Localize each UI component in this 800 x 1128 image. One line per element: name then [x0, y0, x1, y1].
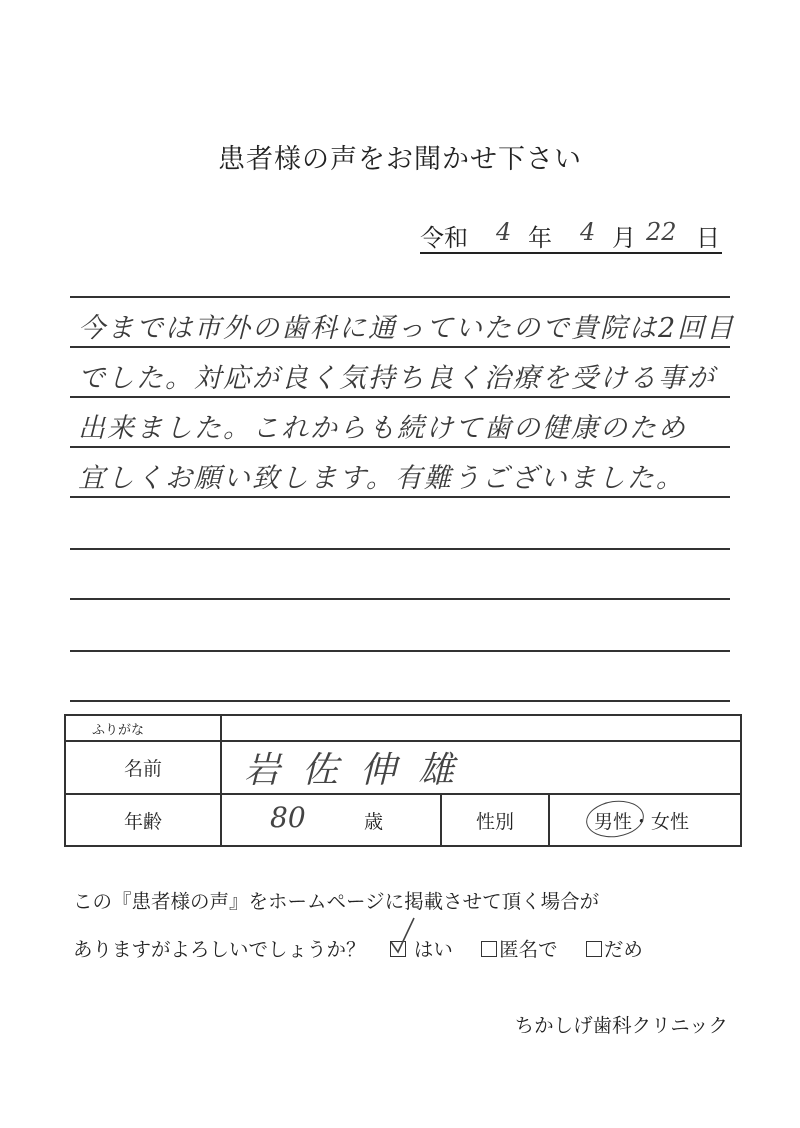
- comment-rule-4: [70, 496, 730, 498]
- gender-male-label: 男性: [594, 811, 633, 833]
- furigana-label: ふりがな: [65, 715, 221, 741]
- consent-question-line2: ありますがよろしいでしょうか？: [73, 938, 366, 961]
- date-month-unit: 月: [612, 224, 636, 252]
- check-mark-icon: [388, 916, 418, 956]
- age-unit: 歳: [364, 811, 384, 833]
- name-value: 岩佐伸雄: [221, 741, 741, 794]
- consent-option-anonymous-label: 匿名で: [499, 938, 558, 961]
- age-value: 80: [270, 801, 306, 834]
- checkbox-no[interactable]: [586, 941, 602, 957]
- date-era: 令和: [420, 224, 468, 252]
- age-cell: [221, 794, 441, 846]
- date-field: [420, 212, 722, 254]
- date-day-value: 22: [646, 218, 677, 246]
- patient-info-table: [64, 714, 742, 847]
- comment-rule-top: [70, 296, 730, 298]
- consent-question-line1: この『患者様の声』をホームページに掲載させて頂く場合が: [73, 890, 600, 913]
- consent-question-row: [73, 934, 643, 962]
- age-label: 年齢: [65, 794, 221, 846]
- comment-rule-5: [70, 548, 730, 550]
- page-title: 患者様の声をお聞かせ下さい: [218, 144, 582, 175]
- comment-line-3: 出来ました。これからも続けて歯の健康のため: [78, 413, 687, 444]
- gender-label: 性別: [441, 794, 549, 846]
- consent-option-no[interactable]: [586, 938, 643, 961]
- gender-cell: [549, 794, 741, 846]
- comment-rule-2: [70, 396, 730, 398]
- comment-line-1: 今までは市外の歯科に通っていたので貴院は2回目: [78, 313, 736, 344]
- name-label: 名前: [65, 741, 221, 794]
- gender-separator: ・: [632, 811, 652, 833]
- comment-rule-1: [70, 346, 730, 348]
- checkbox-anonymous[interactable]: [481, 941, 497, 957]
- clinic-name: ちかしげ歯科クリニック: [514, 1014, 728, 1037]
- gender-female: 女性: [651, 811, 690, 833]
- comment-rule-7: [70, 650, 730, 652]
- comment-rule-3: [70, 446, 730, 448]
- comment-line-2: でした。対応が良く気持ち良く治療を受ける事が: [78, 363, 716, 394]
- gender-male: [594, 807, 632, 834]
- consent-option-no-label: だめ: [603, 938, 643, 961]
- gender-selected-circle: [584, 797, 646, 841]
- date-year-value: 4: [496, 218, 512, 246]
- date-month-value: 4: [580, 218, 596, 246]
- comment-line-4: 宜しくお願い致します。有難うございました。: [78, 463, 685, 494]
- consent-option-yes[interactable]: [390, 938, 459, 961]
- furigana-value: [221, 715, 741, 741]
- consent-option-anonymous[interactable]: [481, 938, 564, 961]
- consent-option-yes-label: はい: [413, 938, 453, 961]
- date-day-unit: 日: [696, 224, 720, 252]
- comment-rule-6: [70, 598, 730, 600]
- date-year-unit: 年: [528, 224, 552, 252]
- comment-rule-8: [70, 700, 730, 702]
